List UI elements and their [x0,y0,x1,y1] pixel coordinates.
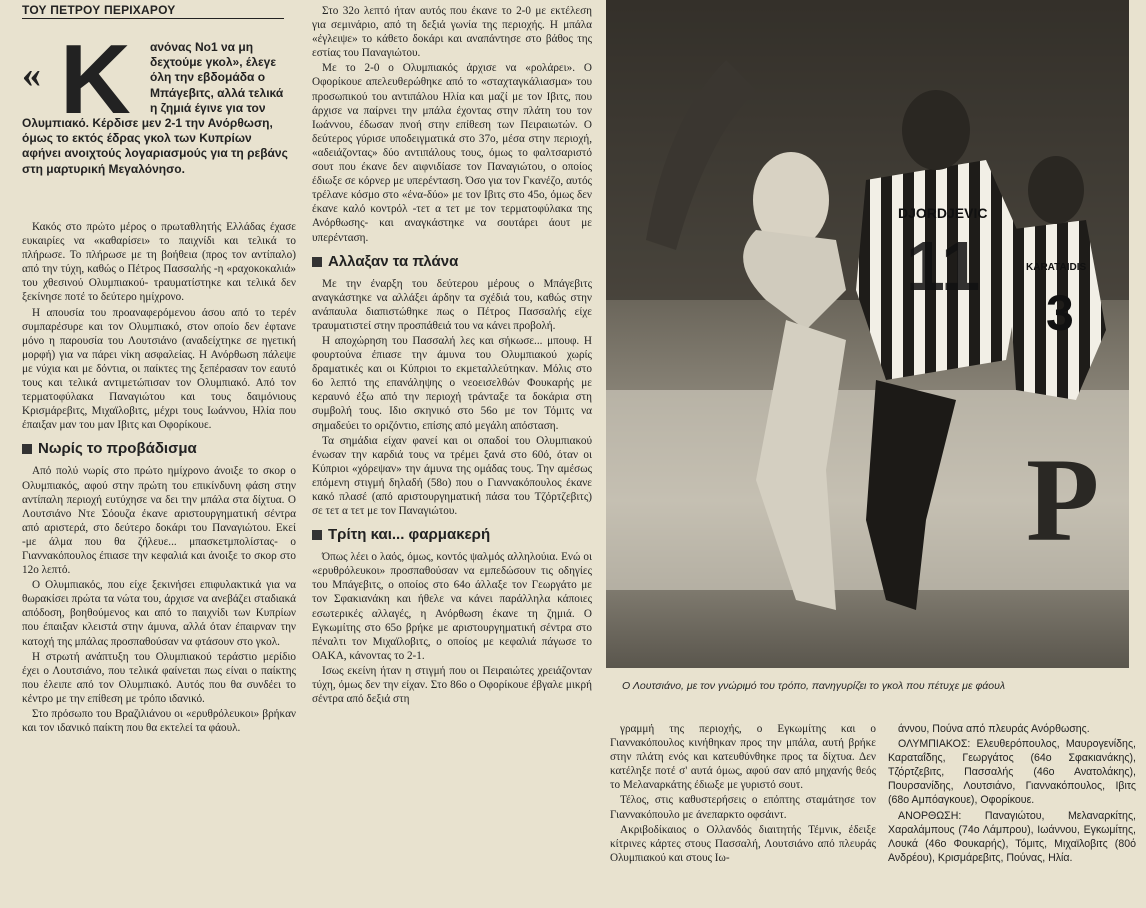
jersey-number: 11 [906,227,980,305]
subheading-third-bitter [312,526,592,544]
paragraph: Με το 2-0 ο Ολυμπιακός άρχισε να «ρολάρει». Ο Οφορίκουε απελευθερώθηκε από το «σταχταγκάλιασμα» του προσωπικού του αντιπάλου Ηλία και μαζί με τον Ιβιτς, που άρχισε να παίρνει την μπάλα έχοντας στην πλάτη του τον Ιωάννου, έδωσαν πνοή στην επίθεση των Πειραιωτών. Ο δεύτερος γύρισε υποδειγματικά στο 37ο, μέσα στην περιοχή, «αδειάζοντας» δύο αντιπάλους τους, όμως το φαλτσαριστό σουτ που έκανε δεν αιφνιδίασε τον Παναγιώτου, ο οποίος έδιωξε σε κόρνερ με υπερένταση. Όσο για τον Γκανέζο, αυτός τρέλανε κόσμο στο «ένα-δύο» με τον Ιβιτς στο 45ο, όμως δεν έκανε καλό κοντρόλ -τετ α τετ με τον τερματοφύλακα της Ανόρθωσης- και αναγκάστηκε να σουτάρει άουτ με υπερένταση. [312,62,592,244]
article-column-4-lineups [888,722,1136,904]
board-letter: P [1026,433,1100,566]
lead-text-top: ανόνας Νο1 να μη δεχτούμε γκολ», έλεγε όλη την εβδομάδα ο Μπάγεβιτς, αλλά τελικά η ζημιά έγινε για τον [150,40,284,115]
subheading-changed-plans [312,253,592,271]
paragraph: Στο 32ο λεπτό ήταν αυτός που έκανε το 2-0 με εκτέλεση για σεμινάριο, από τη δεξιά γωνία της περιοχής. Η μπάλα «έγλειψε» το κάθετο δοκάρι και αναπάντησε στο βάθος της εστίας του Παναγιώτου. [312,5,592,60]
paragraph: Ακριβοδίκαιος ο Ολλανδός διαιτητής Τέμνικ, έδειξε κίτρινες κάρτες στους Πασσαλή, Λουτσιάνο από πλευράς Ολυμπιακού και στους Ιω- [610,823,876,864]
subheading-text: Αλλαξαν τα πλάνα [328,252,459,270]
match-photo [606,0,1129,668]
opening-quote-mark: « [22,54,35,96]
byline: ΤΟΥ ΠΕΤΡΟΥ ΠΕΡΙΧΑΡΟΥ [22,3,284,19]
photo-illustration [606,0,1129,668]
article-column-2 [312,4,592,904]
paragraph: Η στρωτή ανάπτυξη του Ολυμπιακού τεράστιο μερίδιο έχει ο Λουτσιάνο, που τελικά φαίνεται πως είναι ο παίκτης που έλειπε από τον Ολυμπιακό. Αυτός που θα συνδέει το κέντρο με την επίθεση με τρόπο ιδανικό. [22,650,296,705]
player-head-2 [902,90,970,170]
dropcap-letter: Κ [60,40,131,134]
paragraph: Στο πρόσωπο του Βραζιλιάνου οι «ερυθρόλευκοι» βρήκαν και τον ιδανικό παίκτη που θα εκτελεί τα φάουλ. [22,708,296,735]
paragraph: Η απουσία του προαναφερόμενου άσου από το τερέν συμπαρέσυρε και τον Ολυμπιακό, στον οποίο δεν έφτανε μόνο η παρουσία του Λουτσιάνο (αναδείχτηκε σε ηγετική μορφή) για να πάρει νίκη ασφαλείας. Η Ανόρθωση πάλεψε με νύχια και με δόντια, οι παίκτες της ξεπέρασαν τον εαυτό τους και τελικά αντιμετώπισαν τον Ολυμπιακό. Από τον τερματοφύλακα Παναγιώτου και τους δαιμόνιους Κρισμάρεβιτς, Μιχαϊλοβιτς, μέχρι τους Ιωάννου, Ηλία που έπαιξαν μαν του μαν Ιβιτς και Οφορίκουε. [22,306,296,432]
bullet-square-icon [312,530,322,540]
paragraph: Από πολύ νωρίς στο πρώτο ημίχρονο άνοιξε το σκορ ο Ολυμπιακός, αφού στην πρώτη του επικίνδυνη φάση στην αντίπαλη περιοχή ευτύχησε να δει την μπάλα στα δίχτυα. Ο Λουτσιάνο Ντε Σόουζα έκανε αριστουργηματική σέντρα από αριστερά, στο δεύτερο δοκάρι του Παναγιώτου. Εκεί -με άλμα που θα ζήλευε... μπασκετμπολίστας- ο Γιαννακόπουλος έπιασε την κεφαλιά και άνοιξε το σκορ στο 12ο λεπτό. [22,465,296,577]
paragraph: Κακός στο πρώτο μέρος ο πρωταθλητής Ελλάδας έχασε ευκαιρίες να «καθαρίσει» το παιχνίδι και τελικά το πλήρωσε. Το πλήρωσε με τη βοήθεια (προς τον αντίπαλο) από την τύχη, καθώς ο Πέτρος Πασσαλής -η «ραχοκοκαλιά» του χθεσινού Ολυμπιακού- τραυματίστηκε και τελικά δεν ξεκίνησε ποτέ το δεύτερο ημίχρονο. [22,221,296,304]
paragraph: Η αποχώρηση του Πασσαλή λες και σήκωσε... μπουφ. Η φουρτούνα έπιασε την άμυνα του Ολυμπιακού χωρίς δραματικές και οι Κύπριοι το εκμεταλλεύτηκαν. Μόλις στο 6ο λεπτό της επανάληψης ο νεοεισελθών Φουκαρής με κεραυνό έξω από την περιοχή τράνταξε τα δοκάρια στη συμβολή τους. Ιδιο σκηνικό στο 56ο με τον Τόμιτς να σημαδεύει το οριζόντιο, επίσης από μεγάλη απόσταση. [312,334,592,432]
subheading-text: Νωρίς το προβάδισμα [38,440,197,458]
jersey-number: 3 [1046,285,1074,341]
paragraph: Τέλος, στις καθυστερήσεις ο επόπτης σταμάτησε τον Γιαννακόπουλο με άνεπαρκτο οφσάιντ. [610,794,876,821]
paragraph: γραμμή της περιοχής, ο Εγκωμίτης και ο Γιαννακόπουλος κινήθηκαν προς την μπάλα, αυτή βρήκε στην πλάτη ενός και κατευθύνθηκε προς τα δίχτυα. Δεν κατέληξε ποτέ σ' αυτά όμως, αφού σαν από μηχανής θεός το Μελαναρκάτης έδιωξε με γυριστό σουτ. [610,723,876,792]
paragraph: Τα σημάδια είχαν φανεί και οι οπαδοί του Ολυμπιακού ένωσαν την καρδιά τους να τρέμει ξανά στο 60ό, όταν οι Κύπριοι «χόρεψαν» την άμυνα της ομάδας τους. Την αμέσως επόμενη στιγμή δηλαδή (58ο) που ο Γιαννακόπουλος έκανε κακό πλασέ (από αριστουργηματική πάσα του Τζόρτζεβιτς) σε τετ α τετ με τον Παναγιώτου. [312,434,592,518]
jersey-name: KARATAIDIS [1026,262,1087,273]
lead-paragraph [22,40,292,208]
paragraph: Όπως λέει ο λαός, όμως, κοντός ψαλμός αλληλούια. Ενώ οι «ερυθρόλευκοι» προσπαθούσαν να εμπεδώσουν τις οδηγίες του Μπάγεβιτς, ο οποίος στο 64ο άλλαξε τον Γεωργάτο με τον Σφακιανάκη και ήθελε να κάνει παράλληλα κάποιες εσωτερικές αλλαγές, η Ανόρθωση έκανε τη ζημιά. Ο Εγκωμίτης στο 65ο βρήκε με αριστουργηματική σέντρα στο πέναλτι τον Μιχαϊλοβιτς, ο οποίος με κεφαλιά πάγωσε το ΟΑΚΑ, κάνοντας το 2-1. [312,551,592,662]
subheading-text: Τρίτη και... φαρμακερή [328,526,491,544]
jersey-name: DJORDJEVIC [898,205,988,221]
bullet-square-icon [22,444,32,454]
lineup-olympiacos: ΟΛΥΜΠΙΑΚΟΣ: Ελευθερόπουλος, Μαυρογενίδης, Καραταΐδης, Γεωργάτος (64ο Σφακιανάκης), Τζόρτζεβιτς, Πασσαλής (46ο Ανατολάκης), Πουρσανίδης, Λουτσιάνο, Γιαννακόπουλος, Ιβιτς (68ο Αμπόαγκουε), Οφορίκουε. [888,738,1136,807]
photo-caption: Ο Λουτσιάνο, με τον γνώριμό του τρόπο, πανηγυρίζει το γκολ που πέτυχε με φάουλ [622,680,1006,692]
article-column-3 [610,722,876,904]
lineup-anorthosis: ΑΝΟΡΘΩΣΗ: Παναγιώτου, Μελαναρκίτης, Χαραλάμπους (74ο Λάμπρου), Ιωάννου, Εγκωμίτης, Λουκά (46ο Φουκαρής), Τόμιτς, Μιχαϊλοβιτς (80ό Ανδρέου), Κρισμάρεβιτς, Πούνας, Ηλία. [888,809,1136,864]
article-column-1 [22,220,296,905]
paragraph: Με την έναρξη του δεύτερου μέρους ο Μπάγεβιτς αναγκάστηκε να αλλάξει άρδην τα σχέδιά του, καθώς στην ανάπαυλα διαπιστώθηκε πως ο Πέτρος Πασσαλής είχε τραυματιστεί στην προσπάθειά του να κάνει προβολή. [312,277,592,332]
bullet-square-icon [312,257,322,267]
paragraph: Ισως εκείνη ήταν η στιγμή που οι Πειραιώτες χρειάζονταν τύχη, όμως δεν την είχαν. Στο 86ο ο Οφορίκουε έβγαλε μικρή σέντρα από δεξιά στη [312,664,592,706]
lead-text-bottom: Ολυμπιακό. Κέρδισε μεν 2-1 την Ανόρθωση, όμως το εκτός έδρας γκολ των Κυπρίων αφήνει ανοιχτούς λογαριασμούς για τη ρεβάνς στη μαρτυρική Μεγαλόνησο. [22,116,288,176]
player-head-3 [1028,156,1084,224]
paragraph: Ο Ολυμπιακός, που είχε ξεκινήσει επιφυλακτικά για να θωρακίσει πρώτα τα νώτα του, άρχισε να ανεβάζει σταδιακά απόδοση, βοηθούμενος και από το παιχνίδι των Κυπρίων που έπαιξαν κλειστά στην άμυνα, αλλά όταν έπαιρναν την κατοχή της μπάλας προσπαθούσαν να φτάσουν στο γκολ. [22,579,296,648]
subheading-early-lead [22,440,296,458]
paragraph: άννου, Πούνα από πλευράς Ανόρθωσης. [898,723,1090,735]
